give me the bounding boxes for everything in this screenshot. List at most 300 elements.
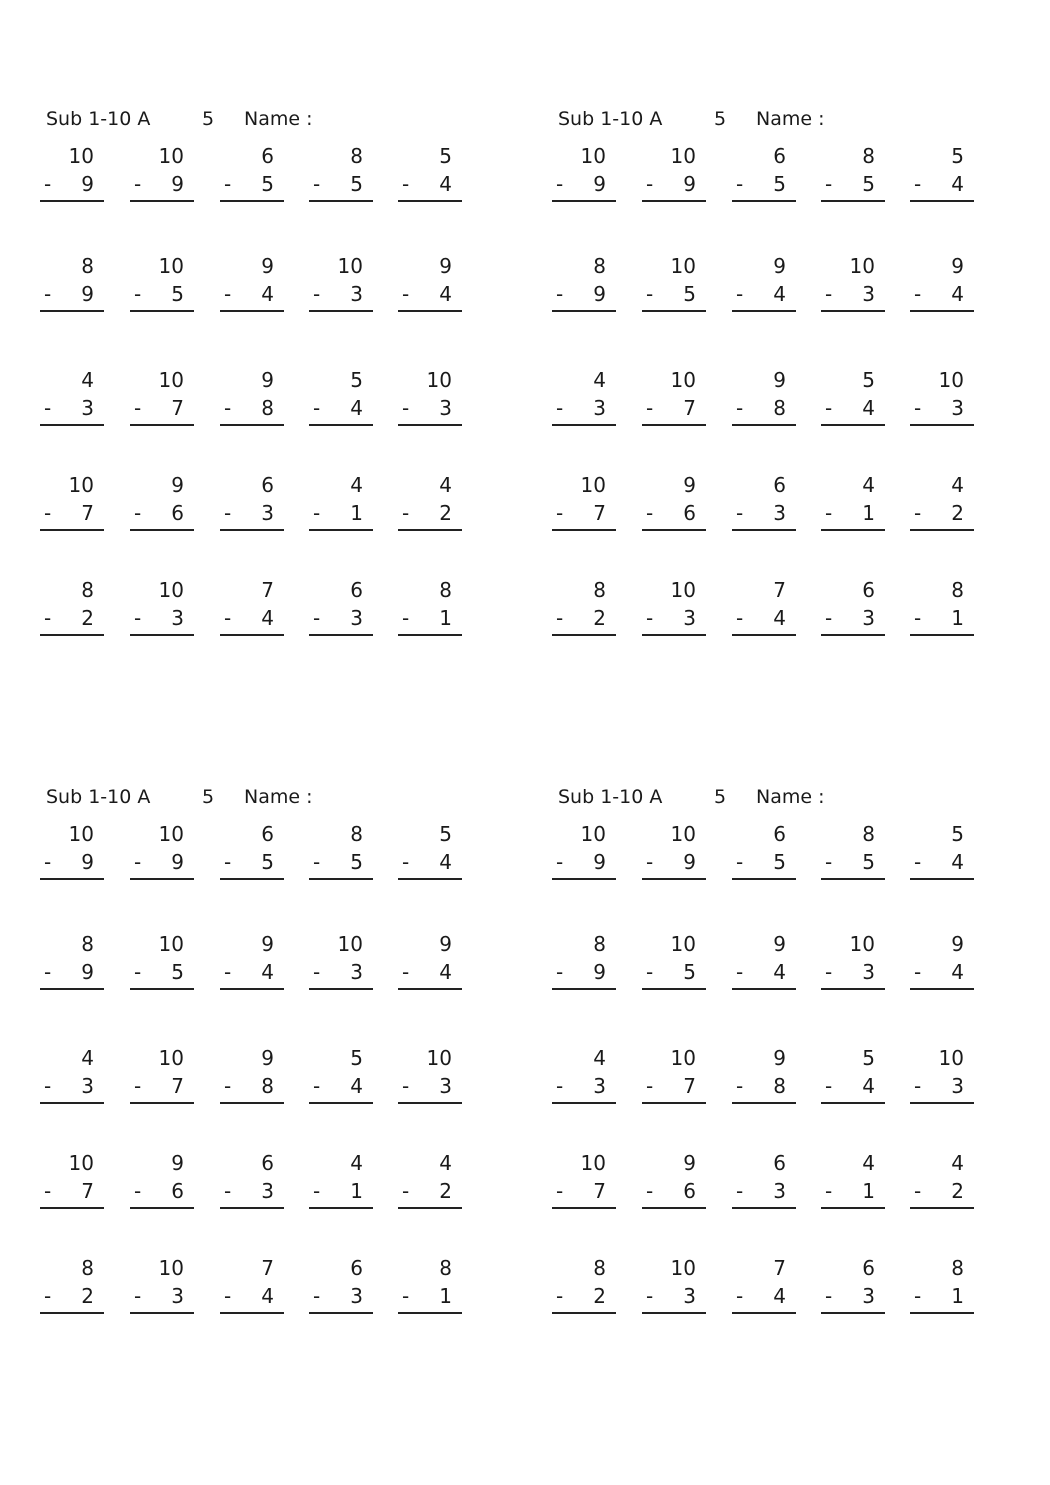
- answer-line: [398, 634, 462, 636]
- minuend: 4: [81, 1046, 94, 1070]
- subtrahend: 3: [261, 501, 274, 525]
- minuend: 9: [439, 254, 452, 278]
- answer-line: [821, 1312, 885, 1314]
- subtrahend: 3: [951, 396, 964, 420]
- subtrahend: 1: [951, 606, 964, 630]
- subtraction-problem: [40, 254, 104, 314]
- answer-line: [398, 200, 462, 202]
- minuend: 6: [261, 1151, 274, 1175]
- worksheet-number: 5: [202, 108, 215, 130]
- minus-sign: -: [914, 850, 922, 874]
- answer-line: [130, 1207, 194, 1209]
- subtraction-problem: [910, 1256, 974, 1316]
- minus-sign: -: [736, 1074, 744, 1098]
- minuend: 10: [426, 368, 452, 392]
- subtrahend: 5: [683, 960, 696, 984]
- subtrahend: 6: [171, 1179, 184, 1203]
- answer-line: [821, 1102, 885, 1104]
- subtrahend: 2: [81, 1284, 94, 1308]
- subtraction-problem: [910, 473, 974, 533]
- subtrahend: 7: [81, 1179, 94, 1203]
- minuend: 9: [773, 932, 786, 956]
- subtrahend: 4: [261, 1284, 274, 1308]
- answer-line: [910, 310, 974, 312]
- subtrahend: 7: [593, 1179, 606, 1203]
- minus-sign: -: [736, 606, 744, 630]
- minus-sign: -: [646, 172, 654, 196]
- minus-sign: -: [44, 396, 52, 420]
- subtraction-problem: [220, 1256, 284, 1316]
- subtrahend: 1: [350, 501, 363, 525]
- subtrahend: 9: [683, 850, 696, 874]
- answer-line: [642, 310, 706, 312]
- minus-sign: -: [224, 1179, 232, 1203]
- worksheet-number: 5: [202, 786, 215, 808]
- subtraction-problem: [552, 932, 616, 992]
- answer-line: [642, 1102, 706, 1104]
- answer-line: [642, 988, 706, 990]
- subtrahend: 5: [350, 172, 363, 196]
- answer-line: [642, 1312, 706, 1314]
- subtrahend: 5: [261, 172, 274, 196]
- subtrahend: 2: [951, 501, 964, 525]
- minus-sign: -: [402, 606, 410, 630]
- subtraction-problem: [130, 1046, 194, 1106]
- minuend: 6: [773, 473, 786, 497]
- minus-sign: -: [224, 960, 232, 984]
- answer-line: [642, 424, 706, 426]
- subtraction-problem: [910, 822, 974, 882]
- answer-line: [732, 310, 796, 312]
- minuend: 5: [439, 144, 452, 168]
- subtrahend: 7: [683, 396, 696, 420]
- minus-sign: -: [736, 501, 744, 525]
- subtraction-problem: [220, 578, 284, 638]
- minus-sign: -: [914, 960, 922, 984]
- minuend: 4: [439, 1151, 452, 1175]
- subtraction-problem: [130, 822, 194, 882]
- minus-sign: -: [313, 606, 321, 630]
- minuend: 4: [81, 368, 94, 392]
- minuend: 4: [593, 368, 606, 392]
- subtraction-problem: [220, 144, 284, 204]
- subtraction-problem: [130, 473, 194, 533]
- subtrahend: 5: [261, 850, 274, 874]
- subtrahend: 2: [81, 606, 94, 630]
- minuend: 8: [951, 1256, 964, 1280]
- answer-line: [220, 1102, 284, 1104]
- minus-sign: -: [402, 396, 410, 420]
- worksheet-3: [40, 786, 480, 1326]
- answer-line: [552, 634, 616, 636]
- answer-line: [130, 529, 194, 531]
- answer-line: [40, 529, 104, 531]
- subtrahend: 5: [773, 850, 786, 874]
- minuend: 6: [773, 1151, 786, 1175]
- answer-line: [398, 878, 462, 880]
- subtrahend: 4: [439, 850, 452, 874]
- answer-line: [220, 529, 284, 531]
- subtrahend: 6: [171, 501, 184, 525]
- minuend: 10: [670, 144, 696, 168]
- subtraction-problem: [642, 1046, 706, 1106]
- minus-sign: -: [825, 282, 833, 306]
- minus-sign: -: [313, 1179, 321, 1203]
- subtraction-problem: [552, 1256, 616, 1316]
- subtraction-problem: [398, 578, 462, 638]
- subtrahend: 7: [683, 1074, 696, 1098]
- subtraction-problem: [732, 578, 796, 638]
- answer-line: [220, 424, 284, 426]
- answer-line: [732, 988, 796, 990]
- subtraction-problem: [910, 578, 974, 638]
- subtrahend: 1: [862, 501, 875, 525]
- subtrahend: 3: [439, 1074, 452, 1098]
- subtrahend: 3: [862, 282, 875, 306]
- minus-sign: -: [914, 1179, 922, 1203]
- minuend: 10: [158, 254, 184, 278]
- subtraction-problem: [40, 822, 104, 882]
- minus-sign: -: [44, 606, 52, 630]
- minus-sign: -: [44, 172, 52, 196]
- answer-line: [821, 1207, 885, 1209]
- minuend: 6: [350, 1256, 363, 1280]
- subtrahend: 2: [951, 1179, 964, 1203]
- subtraction-problem: [552, 1151, 616, 1211]
- answer-line: [732, 1312, 796, 1314]
- minuend: 9: [683, 473, 696, 497]
- subtrahend: 2: [593, 1284, 606, 1308]
- minus-sign: -: [646, 850, 654, 874]
- minuend: 10: [337, 254, 363, 278]
- answer-line: [40, 310, 104, 312]
- answer-line: [40, 1312, 104, 1314]
- subtrahend: 3: [683, 606, 696, 630]
- answer-line: [40, 1207, 104, 1209]
- minus-sign: -: [313, 850, 321, 874]
- minuend: 10: [670, 254, 696, 278]
- answer-line: [40, 200, 104, 202]
- minuend: 10: [670, 578, 696, 602]
- subtraction-problem: [552, 578, 616, 638]
- worksheet-code: Sub 1-10 A: [558, 108, 663, 130]
- subtrahend: 2: [593, 606, 606, 630]
- minuend: 9: [171, 1151, 184, 1175]
- subtraction-problem: [309, 473, 373, 533]
- subtrahend: 9: [81, 850, 94, 874]
- answer-line: [552, 200, 616, 202]
- minus-sign: -: [556, 1074, 564, 1098]
- worksheet-code: Sub 1-10 A: [558, 786, 663, 808]
- subtraction-problem: [309, 1046, 373, 1106]
- minus-sign: -: [44, 1074, 52, 1098]
- subtrahend: 9: [593, 282, 606, 306]
- minuend: 6: [862, 1256, 875, 1280]
- subtrahend: 3: [439, 396, 452, 420]
- answer-line: [552, 529, 616, 531]
- answer-line: [732, 1207, 796, 1209]
- subtrahend: 5: [350, 850, 363, 874]
- subtrahend: 3: [171, 1284, 184, 1308]
- answer-line: [821, 634, 885, 636]
- minus-sign: -: [224, 606, 232, 630]
- minuend: 6: [261, 822, 274, 846]
- subtrahend: 4: [773, 1284, 786, 1308]
- subtrahend: 8: [261, 1074, 274, 1098]
- minus-sign: -: [736, 1284, 744, 1308]
- subtrahend: 4: [951, 960, 964, 984]
- subtraction-problem: [642, 822, 706, 882]
- minus-sign: -: [44, 1284, 52, 1308]
- answer-line: [309, 1102, 373, 1104]
- subtrahend: 4: [261, 282, 274, 306]
- minus-sign: -: [646, 1284, 654, 1308]
- minus-sign: -: [224, 1284, 232, 1308]
- minuend: 10: [158, 932, 184, 956]
- minuend: 4: [862, 1151, 875, 1175]
- answer-line: [642, 200, 706, 202]
- answer-line: [220, 310, 284, 312]
- subtrahend: 4: [951, 850, 964, 874]
- minuend: 6: [350, 578, 363, 602]
- subtrahend: 4: [773, 960, 786, 984]
- subtraction-problem: [40, 473, 104, 533]
- answer-line: [642, 878, 706, 880]
- subtraction-problem: [130, 254, 194, 314]
- answer-line: [40, 634, 104, 636]
- subtrahend: 1: [951, 1284, 964, 1308]
- minus-sign: -: [914, 501, 922, 525]
- answer-line: [398, 424, 462, 426]
- answer-line: [552, 1102, 616, 1104]
- subtrahend: 5: [773, 172, 786, 196]
- minus-sign: -: [402, 850, 410, 874]
- worksheet-2: [552, 108, 992, 648]
- minuend: 10: [849, 932, 875, 956]
- answer-line: [309, 1207, 373, 1209]
- subtrahend: 9: [171, 850, 184, 874]
- minuend: 5: [439, 822, 452, 846]
- answer-line: [309, 529, 373, 531]
- answer-line: [130, 310, 194, 312]
- subtrahend: 8: [773, 396, 786, 420]
- minuend: 6: [773, 144, 786, 168]
- worksheet-code: Sub 1-10 A: [46, 786, 151, 808]
- minus-sign: -: [402, 1074, 410, 1098]
- subtrahend: 1: [862, 1179, 875, 1203]
- subtrahend: 4: [439, 960, 452, 984]
- answer-line: [821, 424, 885, 426]
- minuend: 9: [773, 368, 786, 392]
- subtrahend: 6: [683, 1179, 696, 1203]
- minuend: 6: [261, 473, 274, 497]
- answer-line: [821, 310, 885, 312]
- minus-sign: -: [402, 1284, 410, 1308]
- minus-sign: -: [646, 282, 654, 306]
- answer-line: [309, 634, 373, 636]
- subtraction-problem: [309, 368, 373, 428]
- minus-sign: -: [313, 282, 321, 306]
- minus-sign: -: [556, 606, 564, 630]
- minuend: 10: [938, 368, 964, 392]
- subtraction-problem: [732, 1256, 796, 1316]
- subtraction-problem: [40, 144, 104, 204]
- minuend: 9: [171, 473, 184, 497]
- minus-sign: -: [313, 960, 321, 984]
- answer-line: [910, 634, 974, 636]
- subtraction-problem: [552, 254, 616, 314]
- answer-line: [821, 200, 885, 202]
- minus-sign: -: [556, 396, 564, 420]
- minus-sign: -: [134, 396, 142, 420]
- subtraction-problem: [130, 932, 194, 992]
- answer-line: [642, 634, 706, 636]
- subtraction-problem: [220, 1151, 284, 1211]
- minus-sign: -: [134, 606, 142, 630]
- minus-sign: -: [825, 1179, 833, 1203]
- subtraction-problem: [642, 473, 706, 533]
- answer-line: [398, 529, 462, 531]
- subtrahend: 4: [439, 172, 452, 196]
- subtrahend: 7: [593, 501, 606, 525]
- name-label: Name :: [756, 786, 825, 808]
- minuend: 10: [670, 822, 696, 846]
- minuend: 8: [81, 932, 94, 956]
- subtraction-problem: [220, 368, 284, 428]
- minus-sign: -: [825, 172, 833, 196]
- minus-sign: -: [556, 172, 564, 196]
- subtraction-problem: [552, 822, 616, 882]
- subtraction-problem: [732, 144, 796, 204]
- subtrahend: 3: [171, 606, 184, 630]
- subtraction-problem: [732, 1151, 796, 1211]
- minus-sign: -: [736, 1179, 744, 1203]
- subtraction-problem: [821, 144, 885, 204]
- worksheet-1: [40, 108, 480, 648]
- subtraction-problem: [642, 932, 706, 992]
- answer-line: [732, 424, 796, 426]
- answer-line: [821, 529, 885, 531]
- minuend: 6: [862, 578, 875, 602]
- subtraction-problem: [910, 144, 974, 204]
- subtrahend: 3: [862, 606, 875, 630]
- minuend: 10: [670, 932, 696, 956]
- minuend: 10: [670, 368, 696, 392]
- minuend: 4: [951, 1151, 964, 1175]
- minus-sign: -: [402, 282, 410, 306]
- minuend: 10: [580, 1151, 606, 1175]
- minus-sign: -: [224, 1074, 232, 1098]
- name-label: Name :: [244, 786, 313, 808]
- minus-sign: -: [736, 172, 744, 196]
- minus-sign: -: [825, 501, 833, 525]
- minuend: 10: [158, 1046, 184, 1070]
- minus-sign: -: [134, 1284, 142, 1308]
- minus-sign: -: [825, 396, 833, 420]
- subtraction-problem: [732, 932, 796, 992]
- subtraction-problem: [910, 1046, 974, 1106]
- subtraction-problem: [130, 368, 194, 428]
- minus-sign: -: [44, 850, 52, 874]
- minuend: 4: [350, 1151, 363, 1175]
- answer-line: [910, 200, 974, 202]
- answer-line: [40, 988, 104, 990]
- answer-line: [910, 1207, 974, 1209]
- minuend: 7: [261, 1256, 274, 1280]
- minuend: 5: [951, 144, 964, 168]
- subtrahend: 3: [773, 1179, 786, 1203]
- answer-line: [220, 878, 284, 880]
- minuend: 9: [951, 254, 964, 278]
- answer-line: [732, 878, 796, 880]
- subtrahend: 3: [773, 501, 786, 525]
- subtrahend: 9: [593, 172, 606, 196]
- name-label: Name :: [756, 108, 825, 130]
- minuend: 8: [81, 254, 94, 278]
- subtraction-problem: [642, 578, 706, 638]
- answer-line: [821, 988, 885, 990]
- subtrahend: 5: [171, 282, 184, 306]
- subtraction-problem: [642, 1151, 706, 1211]
- subtraction-problem: [130, 578, 194, 638]
- answer-line: [398, 1102, 462, 1104]
- subtraction-problem: [642, 254, 706, 314]
- subtrahend: 3: [862, 1284, 875, 1308]
- minuend: 8: [81, 1256, 94, 1280]
- minuend: 9: [261, 368, 274, 392]
- minus-sign: -: [646, 501, 654, 525]
- subtraction-problem: [910, 932, 974, 992]
- minus-sign: -: [313, 396, 321, 420]
- minus-sign: -: [556, 1284, 564, 1308]
- minuend: 8: [862, 144, 875, 168]
- subtrahend: 3: [593, 1074, 606, 1098]
- subtraction-problem: [40, 1046, 104, 1106]
- subtraction-problem: [220, 473, 284, 533]
- answer-line: [552, 878, 616, 880]
- subtrahend: 9: [81, 960, 94, 984]
- answer-line: [552, 1312, 616, 1314]
- subtrahend: 2: [439, 501, 452, 525]
- minuend: 9: [951, 932, 964, 956]
- minuend: 9: [773, 254, 786, 278]
- subtrahend: 7: [171, 396, 184, 420]
- answer-line: [130, 200, 194, 202]
- subtraction-problem: [398, 368, 462, 428]
- minus-sign: -: [402, 501, 410, 525]
- minuend: 9: [773, 1046, 786, 1070]
- subtrahend: 9: [593, 850, 606, 874]
- answer-line: [732, 200, 796, 202]
- minuend: 10: [158, 1256, 184, 1280]
- subtrahend: 1: [350, 1179, 363, 1203]
- minus-sign: -: [224, 501, 232, 525]
- subtraction-problem: [309, 578, 373, 638]
- answer-line: [642, 529, 706, 531]
- minuend: 8: [862, 822, 875, 846]
- subtraction-problem: [398, 822, 462, 882]
- subtraction-problem: [309, 1256, 373, 1316]
- subtraction-problem: [732, 368, 796, 428]
- subtrahend: 4: [350, 396, 363, 420]
- answer-line: [732, 634, 796, 636]
- subtrahend: 3: [81, 1074, 94, 1098]
- answer-line: [821, 878, 885, 880]
- minuend: 8: [593, 1256, 606, 1280]
- answer-line: [910, 988, 974, 990]
- subtraction-problem: [732, 473, 796, 533]
- worksheet-number: 5: [714, 108, 727, 130]
